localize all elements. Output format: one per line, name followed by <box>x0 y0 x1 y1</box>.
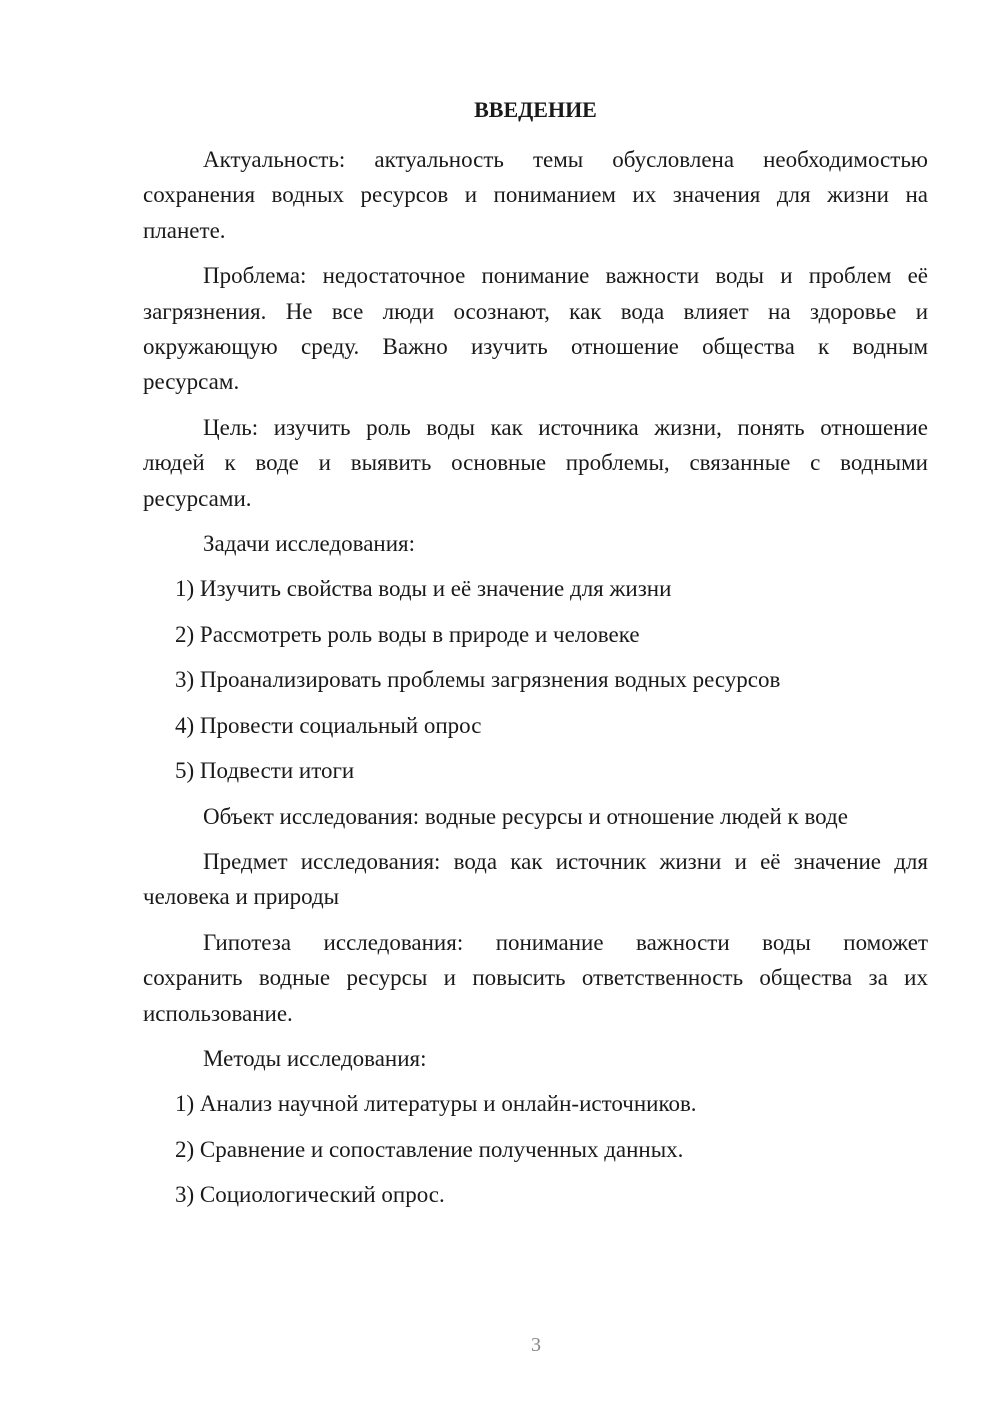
list-item: 2) Сравнение и сопоставление полученных данных. <box>175 1136 684 1162</box>
text-line: Цель: изучить роль воды как источника жизни, понять отношение <box>203 414 928 440</box>
section-title: ВВЕДЕНИЕ <box>474 97 597 122</box>
list-item: 3) Проанализировать проблемы загрязнения водных ресурсов <box>175 667 781 693</box>
text-line: Методы исследования: <box>203 1045 427 1071</box>
text-line: Проблема: недостаточное понимание важности воды и проблем её <box>203 263 928 289</box>
text-line: использование. <box>143 1000 293 1026</box>
text-line: Гипотеза исследования: понимание важности воды поможет <box>203 929 928 955</box>
text-line: ресурсам. <box>143 369 240 395</box>
text-line: ресурсами. <box>143 485 252 511</box>
text-line: Объект исследования: водные ресурсы и отношение людей к воде <box>203 803 848 829</box>
subject-paragraph <box>143 844 928 915</box>
list-item: 2) Рассмотреть роль воды в природе и человеке <box>175 621 640 647</box>
tasks-list <box>143 571 928 788</box>
list-item: 1) Изучить свойства воды и её значение для жизни <box>175 576 672 602</box>
document-body <box>143 142 928 1223</box>
page-number: 3 <box>531 1334 541 1356</box>
text-line: загрязнения. Не все люди осознают, как вода влияет на здоровье и <box>143 298 928 324</box>
list-item: 1) Анализ научной литературы и онлайн-источников. <box>175 1091 697 1117</box>
text-line: окружающую среду. Важно изучить отношение общества к водным <box>143 334 928 360</box>
text-line: сохранения водных ресурсов и пониманием их значения для жизни на <box>143 182 928 208</box>
text-line: Предмет исследования: вода как источник жизни и её значение для <box>203 848 928 874</box>
tasks-heading <box>143 526 928 561</box>
text-line: сохранить водные ресурсы и повысить ответственность общества за их <box>143 965 928 991</box>
list-item: 3) Социологический опрос. <box>175 1182 445 1208</box>
text-line: человека и природы <box>143 884 340 910</box>
goal-paragraph <box>143 410 928 516</box>
list-item: 5) Подвести итоги <box>175 758 355 784</box>
methods-list <box>143 1086 928 1212</box>
relevance-paragraph <box>143 142 928 248</box>
text-line: планете. <box>143 217 226 243</box>
methods-heading <box>143 1041 928 1076</box>
problem-paragraph <box>143 258 928 400</box>
text-line: людей к воде и выявить основные проблемы, связанные с водными <box>143 450 928 476</box>
text-line: Актуальность: актуальность темы обусловлена необходимостью <box>203 147 928 172</box>
list-item: 4) Провести социальный опрос <box>175 712 482 738</box>
object-paragraph <box>143 799 928 834</box>
hypothesis-paragraph <box>143 925 928 1031</box>
text-line: Задачи исследования: <box>203 531 416 557</box>
